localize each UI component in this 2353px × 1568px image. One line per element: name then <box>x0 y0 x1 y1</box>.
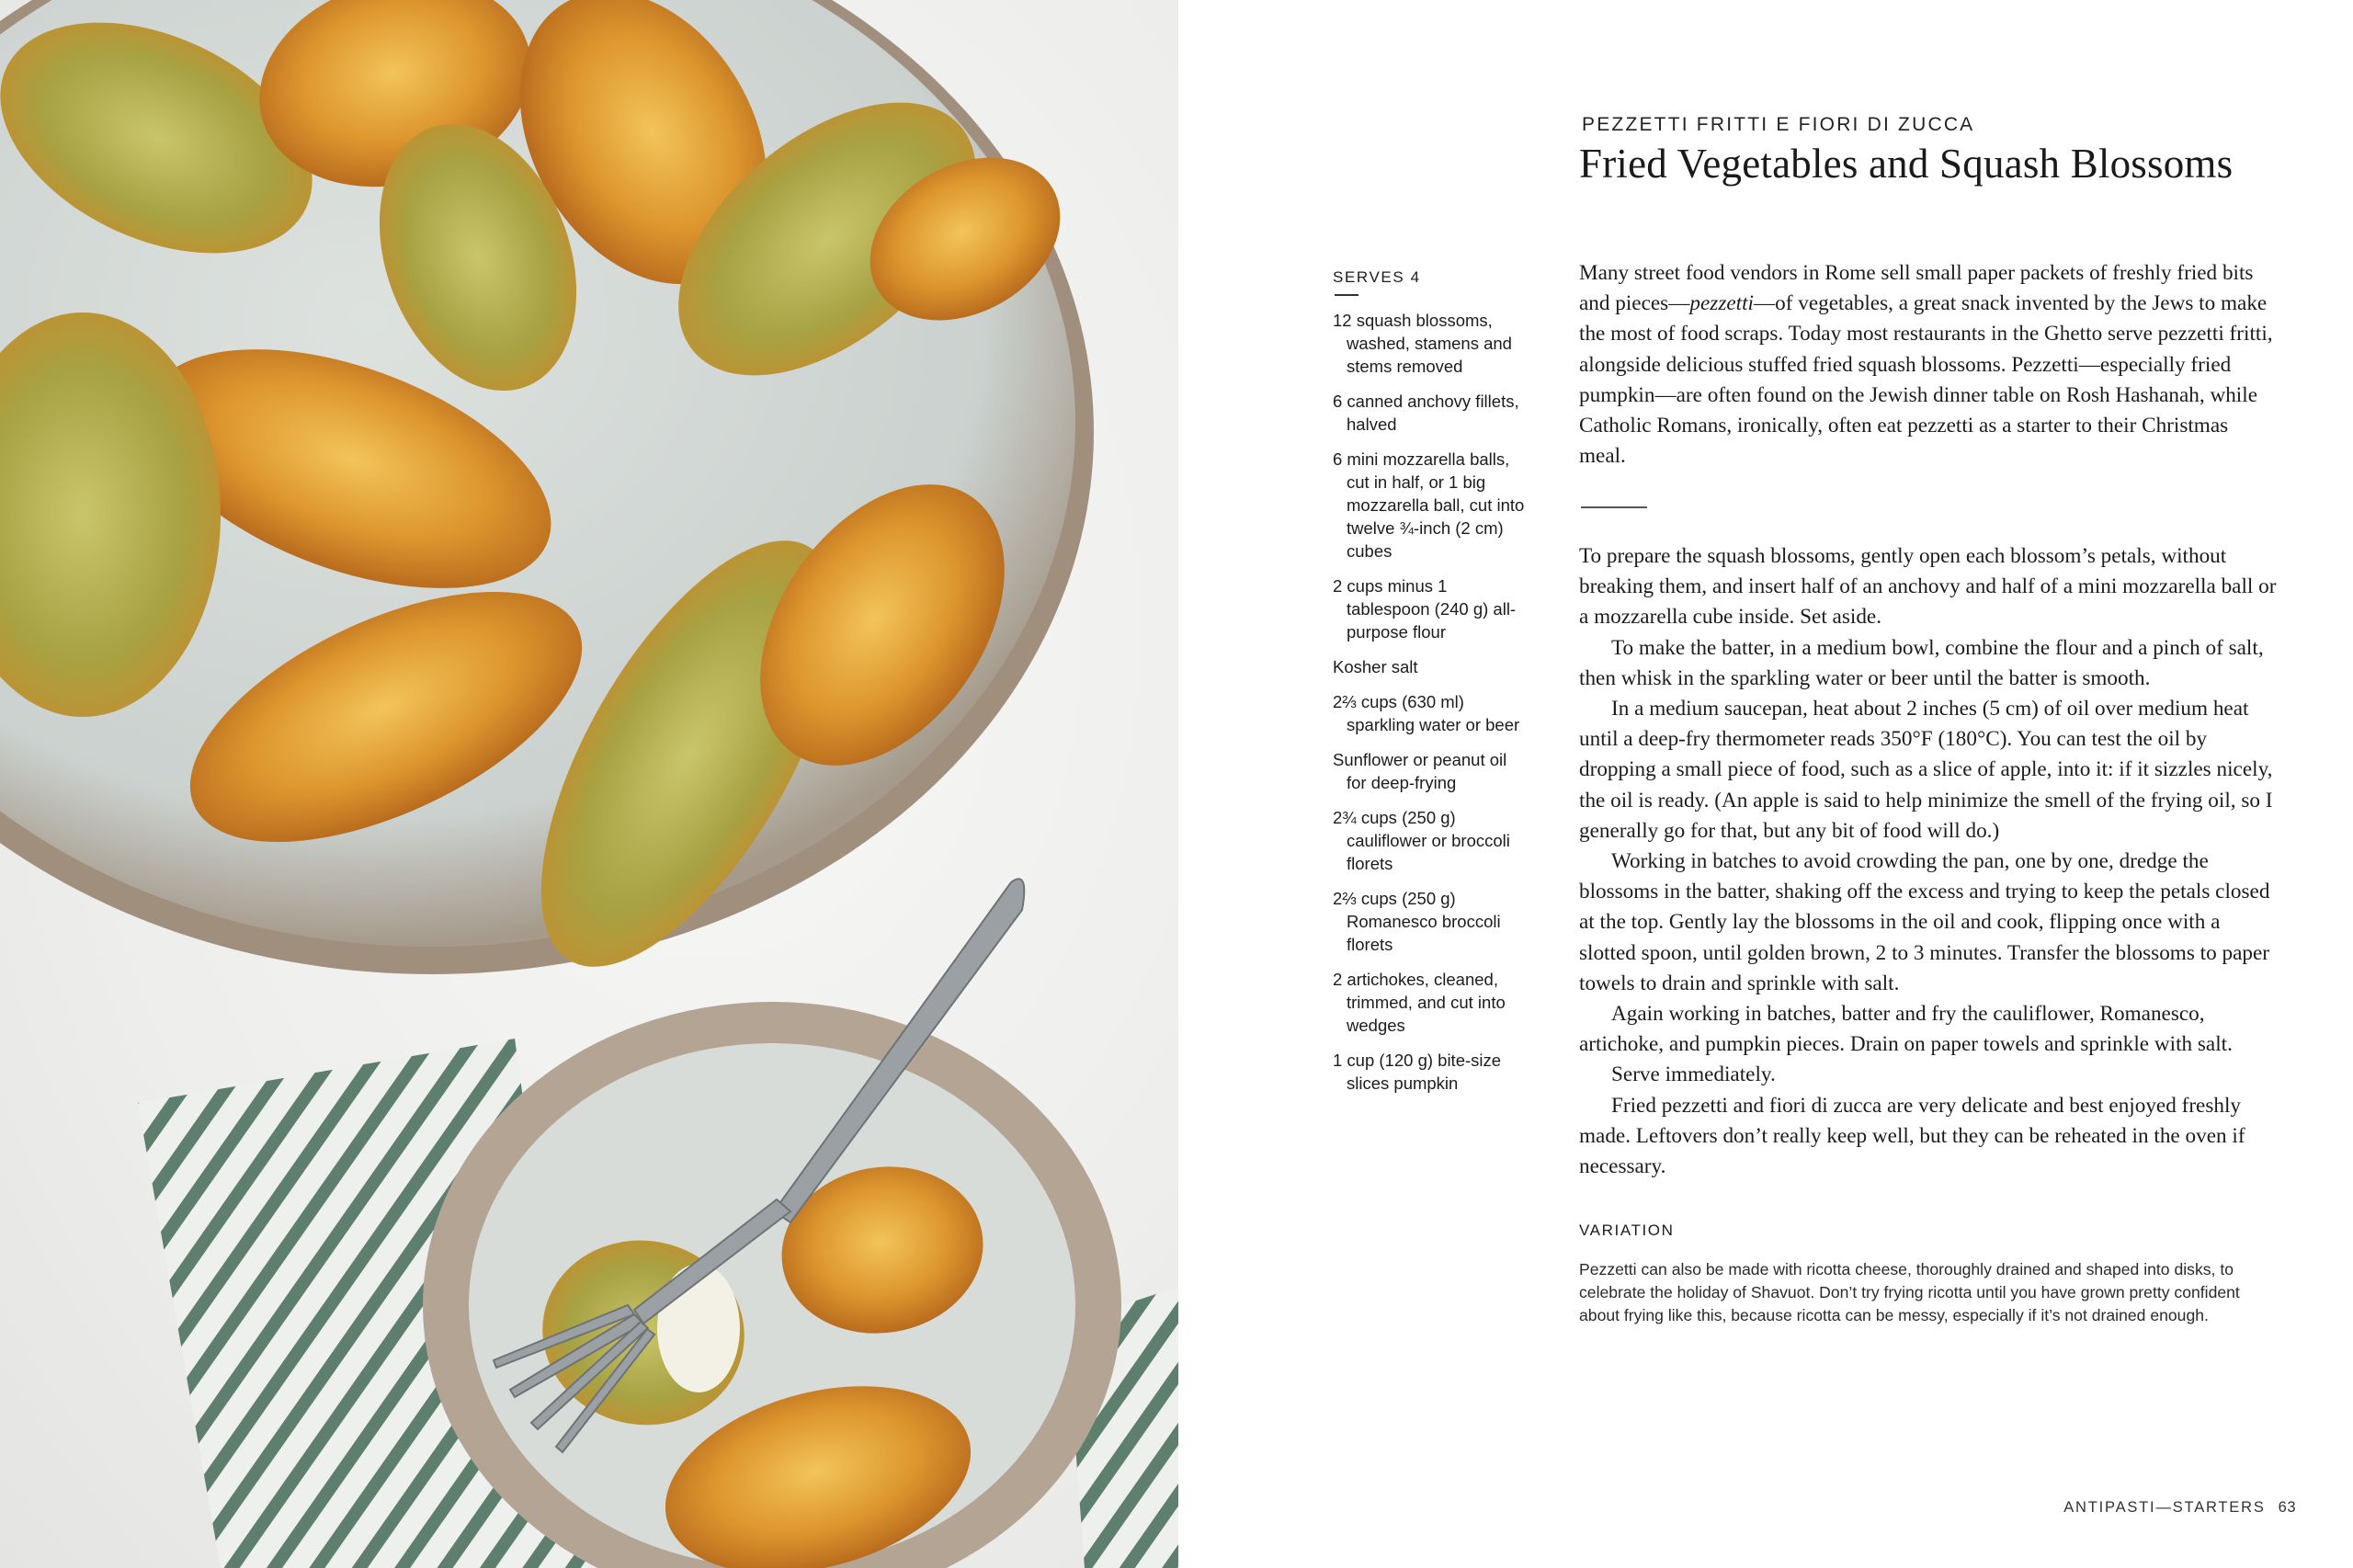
ingredient-list <box>1333 309 1526 1095</box>
ingredient-item: Sunflower or peanut oil for deep-frying <box>1333 750 1507 792</box>
recipe-italian-title: PEZZETTI FRITTI E FIORI DI ZUCCA <box>1582 114 1975 135</box>
recipe-body <box>1579 258 2278 1327</box>
ingredient-item: 12 squash blossoms, washed, stamens and stems removed <box>1333 311 1512 376</box>
variation-heading: VARIATION <box>1579 1221 1675 1240</box>
ingredient-item: 2 cups minus 1 tablespoon (240 g) all-purpose flour <box>1333 576 1517 642</box>
variation-text: Pezzetti can also be made with ricotta cheese, thoroughly drained and shaped into disks, to celebrate the holiday of Shavuot. Don’t try frying ricotta until you have grown pretty confident about frying like this, because ricotta can be messy, especially if it’s not drained enough. <box>1579 1260 2240 1325</box>
page-footer <box>2063 1499 2296 1517</box>
page-number: 63 <box>2278 1499 2296 1516</box>
recipe-title: Fried Vegetables and Squash Blossoms <box>1579 141 2234 187</box>
ingredient-item: 6 canned anchovy fillets, halved <box>1333 392 1519 434</box>
ingredient-item: 2⅔ cups (630 ml) sparkling water or beer <box>1333 692 1520 734</box>
method-paragraph: To make the batter, in a medium bowl, combine the flour and a pinch of salt, then whisk in the sparkling water or beer until the batter is smooth. <box>1579 635 2264 690</box>
serves-divider <box>1335 294 1358 296</box>
section-name: ANTIPASTI—STARTERS <box>2063 1499 2266 1516</box>
ingredient-item: 1 cup (120 g) bite-size slices pumpkin <box>1333 1051 1502 1093</box>
method-paragraph: Fried pezzetti and fiori di zucca are very delicate and best enjoyed freshly made. Leftovers don’t really keep well, but they can be reheated in the oven if necessary. <box>1579 1093 2245 1178</box>
ingredient-item: 2¾ cups (250 g) cauliflower or broccoli florets <box>1333 808 1510 873</box>
section-divider <box>1581 506 1647 508</box>
method-paragraph: Working in batches to avoid crowding the pan, one by one, dredge the blossoms in the batter, shaking off the excess and trying to keep the petals closed at the top. Gently lay the blossoms in the oil and cook, flipping once with a slotted spoon, until golden brown, 2 to 3 minutes. Transfer the blossoms to paper towels to drain and sprinkle with salt. <box>1579 848 2270 995</box>
method-steps <box>1579 541 2278 1182</box>
ingredient-item: Kosher salt <box>1333 657 1418 676</box>
recipe-intro: Many street food vendors in Rome sell small paper packets of freshly fried bits and pieces—pezzetti—of vegetables, a great snack invented by the Jews to make the most of food scraps. Today most restaurants in the Ghetto serve pezzetti fritti, alongside delicious stuffed fried squash blossoms. Pezzetti—especially fried pumpkin—are often found on the Jewish dinner table on Rosh Hashanah, while Catholic Romans, ironically, often eat pezzetti as a starter to their Christmas meal. <box>1579 261 2273 469</box>
ingredient-item: 2 artichokes, cleaned, trimmed, and cut into wedges <box>1333 970 1506 1035</box>
method-paragraph: Serve immediately. <box>1611 1062 1776 1087</box>
method-paragraph: In a medium saucepan, heat about 2 inches (5 cm) of oil over medium heat until a deep-fry thermometer reads 350°F (180°C). You can test the oil by dropping a small piece of food, such as a slice of apple, into it: if it sizzles nicely, the oil is ready. (An apple is said to help minimize the smell of the frying oil, so I generally go for that, but any bit of food will do.) <box>1579 696 2273 843</box>
ingredients-column <box>1333 266 1526 1107</box>
method-paragraph: To prepare the squash blossoms, gently open each blossom’s petals, without breaking them, and insert half of an anchovy and half of a mini mozzarella ball or a mozzarella cube inside. Set aside. <box>1579 543 2277 630</box>
ingredient-item: 2⅔ cups (250 g) Romanesco broccoli florets <box>1333 889 1501 954</box>
recipe-page <box>1178 0 2353 1568</box>
method-paragraph: Again working in batches, batter and fry the cauliflower, Romanesco, artichoke, and pumpkin pieces. Drain on paper towels and sprinkle with salt. <box>1579 1001 2233 1057</box>
serves-label: SERVES 4 <box>1333 268 1421 286</box>
ingredient-item: 6 mini mozzarella balls, cut in half, or 1 big mozzarella ball, cut into twelve ¾-inch (2 cm) cubes <box>1333 449 1525 561</box>
